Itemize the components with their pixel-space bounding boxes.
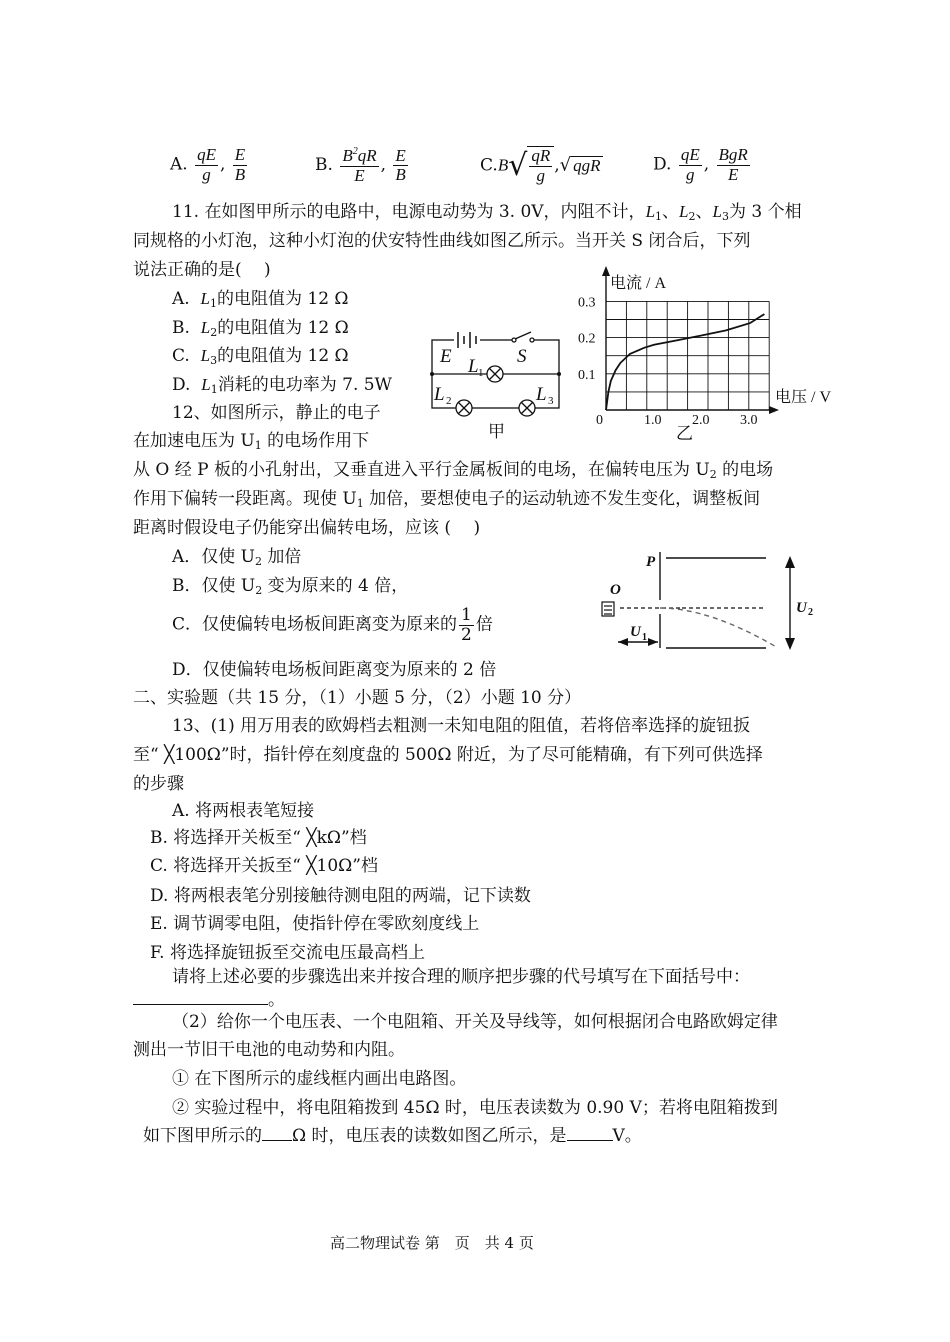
q13-line2: 至“ ╳100Ω”时，指针停在刻度盘的 500Ω 附近，为了尽可能精确，有下列可供选择 [133, 745, 763, 765]
fraction-numerator: $B^2qR$ [342, 146, 377, 165]
svg-text:2: 2 [446, 395, 452, 407]
fraction-numerator: qE [197, 145, 216, 164]
q13-answer-line: 。 [133, 990, 285, 1010]
x-axis-label: 电压 / V [775, 389, 832, 406]
fraction-denominator: g [686, 164, 695, 184]
label-S: S [517, 346, 527, 367]
q12-line1: 12、如图所示，静止的电子 [172, 403, 381, 423]
y-tick-label: 0.3 [578, 295, 596, 311]
q10-option-c: C.B√ $\frac{qR}{g}$ ,√ qgR [480, 146, 601, 185]
q13-part2-line1: （2）给你一个电压表、一个电阻箱、开关及导线等，如何根据闭合电路欧姆定律 [172, 1012, 778, 1032]
svg-text:1: 1 [642, 632, 647, 643]
option-label: D. [653, 154, 672, 175]
q12-line4: 作用下偏转一段距离。现使 $U_1$ 加倍，要想使电子的运动轨迹不发生变化，调整板间 [133, 489, 761, 510]
y-axis-arrow [602, 266, 610, 276]
option-label: A. [170, 154, 188, 175]
label-L1: L [468, 356, 479, 377]
svg-text:U: U [630, 624, 641, 640]
voltage-blank[interactable] [567, 1126, 613, 1141]
y-tick-label: 0.2 [578, 331, 596, 347]
q12-line3: 从 O 经 P 板的小孔射出，又垂直进入平行金属板间的电场，在偏转电压为 $U_2$ 的电场 [133, 460, 774, 481]
svg-text:2: 2 [808, 607, 813, 618]
page-footer: 高二物理试卷 第 页 共 4 页 [330, 1234, 534, 1252]
q13-part2-line2: 测出一节旧干电池的电动势和内阻。 [133, 1040, 405, 1060]
q13-step-e: E. 调节调零电阻，使指针停在零欧刻度线上 [150, 914, 480, 934]
q13-circle2: ② 实验过程中，将电阻箱拨到 45Ω 时，电压表读数为 0.90 V；若将电阻箱拨到 [172, 1098, 778, 1118]
fraction-denominator: B [395, 165, 406, 185]
q10-option-d: D. $\frac{qE}{g}$ , $\frac{\text{BgR}}{E}$ [653, 145, 748, 184]
deflection-diagram [590, 548, 820, 656]
q13-step-a: A. 将两根表笔短接 [172, 801, 315, 821]
q11-option-d: D. $L_1$消耗的电功率为 7. 5W [172, 375, 393, 396]
q13-step-d: D. 将两根表笔分别接触待测电阻的两端，记下读数 [150, 886, 531, 906]
q12-option-a: A．仅使 $U_2$ 加倍 [172, 547, 302, 568]
label-L3: L [536, 384, 547, 405]
q13-line3: 的步骤 [133, 774, 184, 794]
svg-text:3: 3 [548, 395, 554, 407]
q13-step-c: C. 将选择开关扳至“ ╳10Ω”档 [150, 856, 378, 876]
option-label: C. [480, 155, 498, 176]
x-tick-label: 2.0 [692, 413, 710, 428]
q11-stem-line2: 同规格的小灯泡，这种小灯泡的伏安特性曲线如图乙所示。当开关 S 闭合后，下列 [133, 231, 751, 251]
q12-option-c: C．仅使偏转电场板间距离变为原来的 $\frac{1}{2}$ 倍 [172, 605, 493, 645]
y-axis-label: 电流 / A [610, 275, 667, 292]
q13-instruction: 请将上述必要的步骤选出来并按合理的顺序把步骤的代号填写在下面括号中： [172, 967, 750, 987]
section-2-title: 二、实验题（共 15 分，（1）小题 5 分，（2）小题 10 分） [133, 688, 582, 708]
label-E: E [440, 346, 452, 367]
q11-stem-line3: 说法正确的是( ) [133, 260, 271, 280]
q10-option-a: A. $\frac{qE}{g}$ , $\frac{E}{B}$ [170, 145, 246, 184]
q13-step-f: F. 将选择旋钮扳至交流电压最高档上 [150, 943, 425, 963]
q11-stem-line1: 11. 在如图甲所示的电路中，电源电动势为 3. 0V，内阻不计，$L_1$、$L_2$、$L_3$为 3 个相 [172, 202, 802, 223]
fraction-numerator: E [395, 145, 406, 165]
q12-option-d: D．仅使偏转电场板间距离变为原来的 2 倍 [172, 660, 497, 680]
q11-option-c: C. $L_3$的电阻值为 12 Ω [172, 346, 349, 367]
fraction-denominator: E [354, 165, 365, 185]
chart-caption: 乙 [676, 424, 693, 444]
iv-curve [606, 314, 764, 410]
q11-option-a: A. $L_1$的电阻值为 12 Ω [172, 289, 349, 310]
point-label-o: O [610, 582, 621, 598]
x-tick-label: 3.0 [740, 413, 758, 428]
iv-chart [570, 262, 840, 447]
fraction-denominator: B [234, 164, 246, 184]
option-label: B. [315, 155, 333, 176]
fraction-denominator: g [202, 164, 211, 184]
label-L2: L [434, 384, 445, 405]
fraction-numerator: BgR [718, 145, 748, 164]
fraction-numerator: E [234, 145, 246, 164]
y-tick-label: 0.1 [578, 367, 596, 383]
q13-circle1: ① 在下图所示的虚线框内画出电路图。 [172, 1069, 467, 1089]
x-axis-arrow [769, 406, 779, 414]
resistance-blank[interactable] [262, 1126, 292, 1141]
q12-option-b: B．仅使 $U_2$ 变为原来的 4 倍， [172, 576, 409, 597]
fraction-denominator: E [727, 164, 739, 184]
q13-line1: 13、(1) 用万用表的欧姆档去粗测一未知电阻的阻值，若将倍率选择的旋钮扳 [172, 716, 751, 736]
q12-line2: 在加速电压为 $U_1$ 的电场作用下 [133, 431, 370, 452]
q12-line5: 距离时假设电子仍能穿出偏转电场，应该 ( ) [133, 518, 481, 538]
circuit-caption: 甲 [488, 422, 505, 442]
plate-label-p: P [646, 554, 656, 570]
q11-option-b: B. $L_2$的电阻值为 12 Ω [172, 318, 349, 339]
svg-text:U: U [796, 600, 807, 616]
origin-label: 0 [596, 413, 603, 428]
q10-option-b: B. $\frac{B^2qR}{E}$ , $\frac{E}{B}$ [315, 145, 406, 185]
q13-circle2-cont: 如下图甲所示的 Ω 时，电压表的读数如图乙所示，是 V。 [143, 1126, 642, 1146]
answer-blank[interactable] [133, 990, 268, 1005]
q13-step-b: B. 将选择开关板至“ ╳kΩ”档 [150, 828, 367, 848]
x-tick-label: 1.0 [644, 413, 662, 428]
svg-text:1: 1 [478, 367, 484, 379]
fraction-numerator: qE [680, 145, 700, 164]
